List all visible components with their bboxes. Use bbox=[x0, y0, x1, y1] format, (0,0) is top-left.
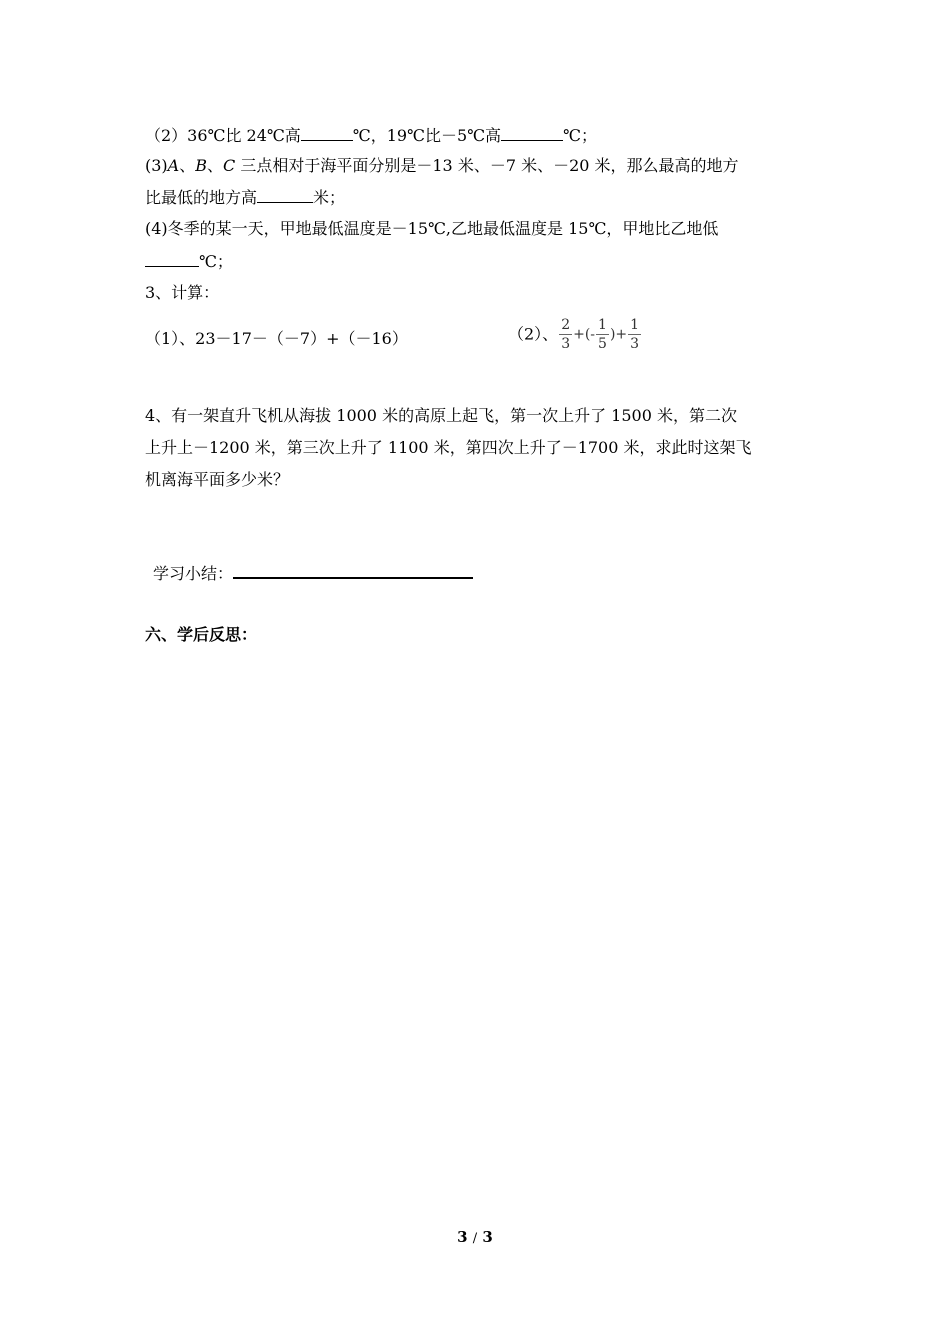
summary-blank[interactable] bbox=[233, 561, 473, 579]
question-4-line-1: 4、有一架直升飞机从海拔 1000 米的高原上起飞，第一次上升了 1500 米，第二次 bbox=[145, 406, 737, 425]
fraction: $\frac{1}{3}$ bbox=[630, 317, 640, 352]
answer-blank[interactable] bbox=[257, 186, 313, 203]
question-2-part-3-line-1: (3)A、B、C 三点相对于海平面分别是－13 米、－7 米、－20 米，那么最高的地方 bbox=[145, 156, 739, 175]
question-4-line-2: 上升上－1200 米，第三次上升了 1100 米，第四次上升了－1700 米，求此时这架飞 bbox=[145, 438, 752, 457]
answer-blank[interactable] bbox=[501, 124, 563, 141]
section-reflection-title: 六、学后反思： bbox=[145, 625, 258, 644]
question-3-problem-2: （2）、 $\frac{2}{3}$ +(- $\frac{1}{5}$ )+ $\frac{1}{3}$ bbox=[508, 317, 640, 352]
fraction: $\frac{1}{5}$ bbox=[598, 317, 607, 352]
answer-blank[interactable] bbox=[301, 124, 353, 141]
question-2-part-2: （2）36℃比 24℃高 ℃，19℃比－5℃高 ℃； bbox=[145, 126, 597, 145]
study-summary: 学习小结： bbox=[153, 561, 473, 585]
page-number: 3 / 3 bbox=[457, 1228, 493, 1246]
question-4-line-3: 机离海平面多少米？ bbox=[145, 470, 290, 489]
question-2-part-4-line-2: ℃； bbox=[145, 250, 233, 273]
question-3-title: 3、计算： bbox=[145, 283, 220, 302]
answer-blank[interactable] bbox=[145, 250, 199, 267]
question-2-part-3-line-2: 比最低的地方高 米； bbox=[145, 188, 346, 207]
fraction: $\frac{2}{3}$ bbox=[561, 317, 571, 352]
question-3-problem-1: （1）、23－17－（－7）+（－16） bbox=[145, 329, 408, 348]
question-2-part-4-line-1: (4)冬季的某一天，甲地最低温度是－15℃,乙地最低温度是 15℃，甲地比乙地低 bbox=[145, 219, 719, 238]
